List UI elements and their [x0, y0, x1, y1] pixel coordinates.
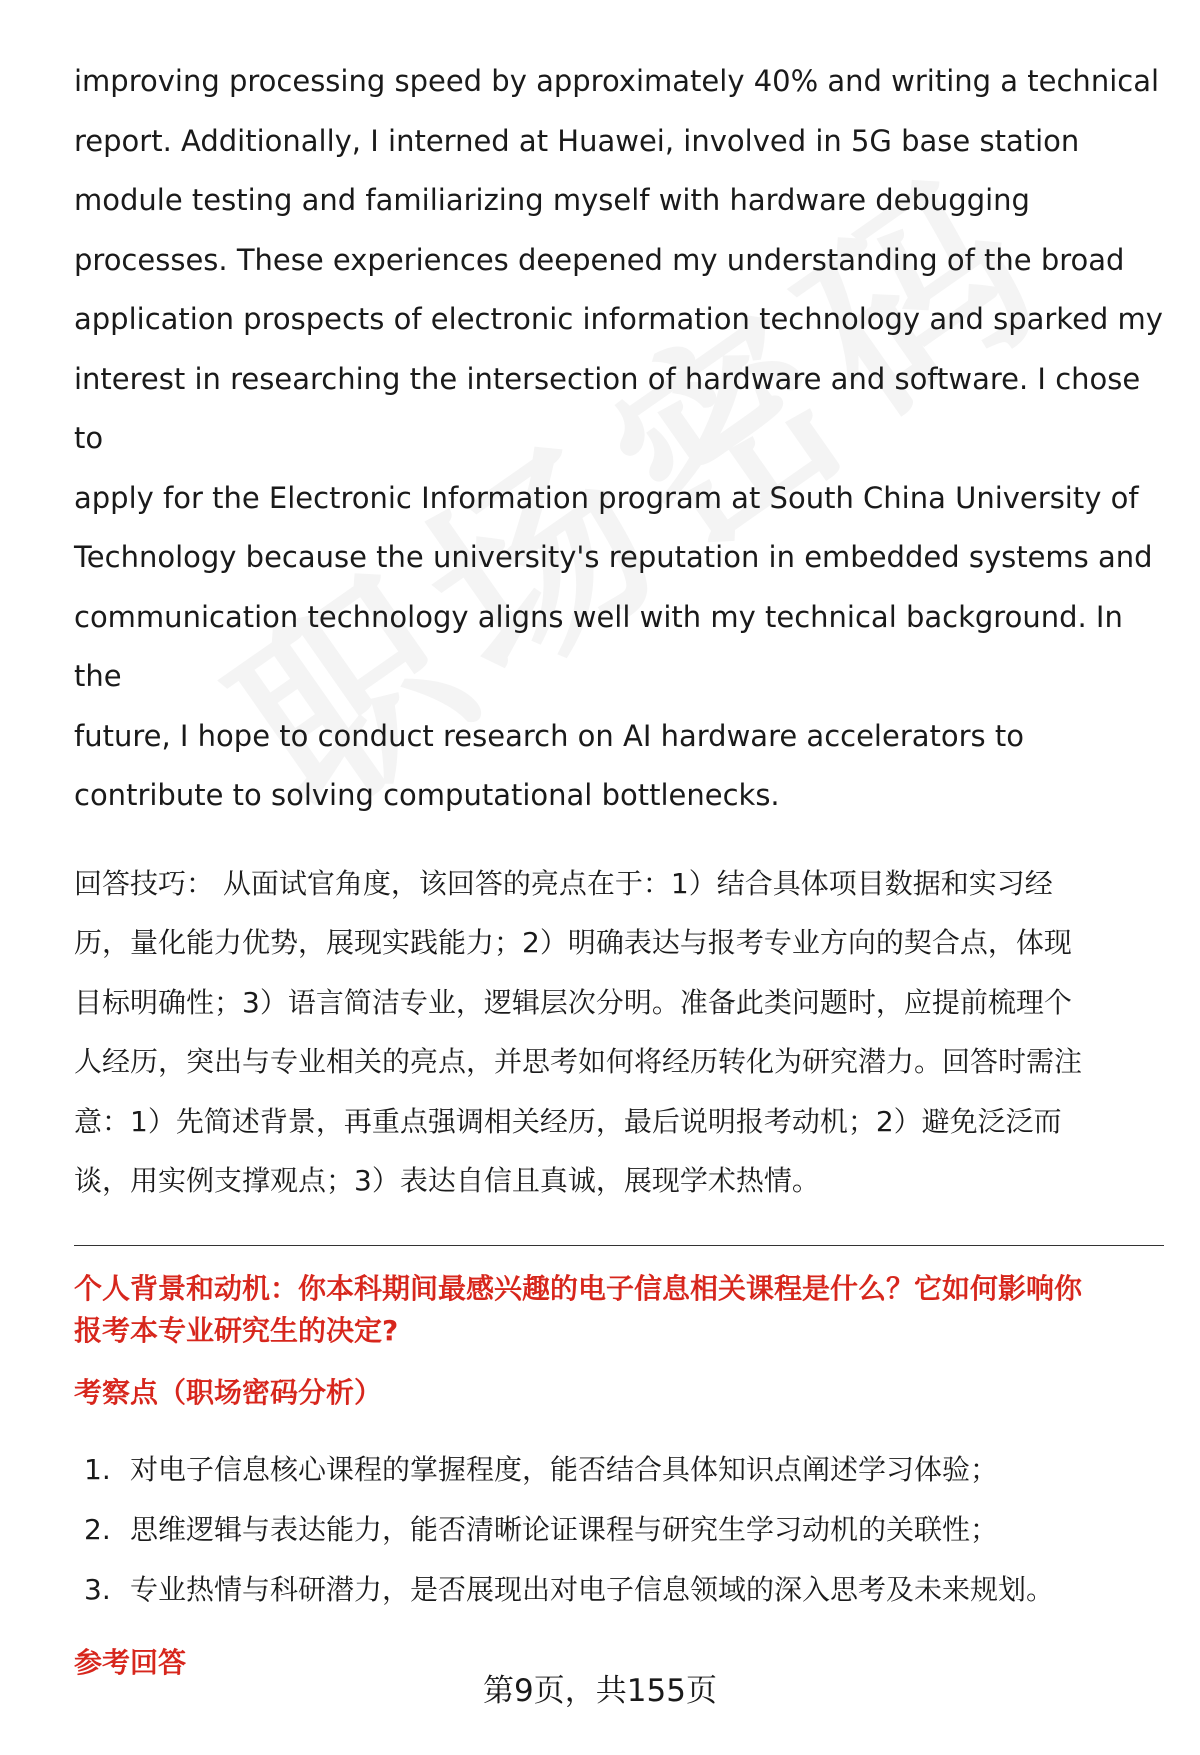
- text-line: 谈，用实例支撑观点；3）表达自信且真诚，展现学术热情。: [74, 1164, 820, 1197]
- text-line: apply for the Electronic Information program at South China University of: [74, 480, 1139, 515]
- question-heading: [74, 1268, 1164, 1352]
- assessment-title: 考察点（职场密码分析）: [74, 1375, 383, 1409]
- text-line: Technology because the university's reputation in embedded systems and: [74, 540, 1153, 574]
- list-item: [74, 1560, 1164, 1620]
- list-item-text: 思维逻辑与表达能力，能否清晰论证课程与研究生学习动机的关联性；: [130, 1512, 999, 1546]
- question-line: 报考本专业研究生的决定?: [74, 1313, 399, 1347]
- text-line: processes. These experiences deepened my understanding of the broad: [74, 242, 1125, 277]
- text-line: contribute to solving computational bottlenecks.: [74, 778, 780, 812]
- list-item: [74, 1440, 1164, 1500]
- section-divider: [74, 1245, 1164, 1246]
- page-content: [74, 52, 1164, 1684]
- text-line: improving processing speed by approximately 40% and writing a technical: [74, 64, 1160, 98]
- text-line: module testing and familiarizing myself with hardware debugging: [74, 183, 1030, 217]
- text-line: communication technology aligns well with my technical background. In the: [74, 599, 1123, 693]
- english-answer-paragraph: [74, 52, 1164, 826]
- list-item: [74, 1500, 1164, 1560]
- text-line: 人经历，突出与专业相关的亮点，并思考如何将经历转化为研究潜力。回答时需注: [74, 1045, 1083, 1078]
- page-footer: 第9页，共155页: [483, 1673, 717, 1709]
- list-item-text: 对电子信息核心课程的掌握程度，能否结合具体知识点阐述学习体验；: [130, 1452, 999, 1486]
- text-line: application prospects of electronic information technology and sparked my: [74, 302, 1163, 336]
- reference-answer-title: 参考回答: [74, 1645, 187, 1679]
- answer-tips-paragraph: [74, 854, 1164, 1211]
- text-line: report. Additionally, I interned at Huawei, involved in 5G base station: [74, 123, 1080, 158]
- text-line: interest in researching the intersection of hardware and software. I chose to: [74, 361, 1141, 455]
- text-line: 意：1）先简述背景，再重点强调相关经历，最后说明报考动机；2）避免泛泛而: [74, 1104, 1062, 1138]
- text-line: 历，量化能力优势，展现实践能力；2）明确表达与报考专业方向的契合点，体现: [74, 926, 1072, 959]
- list-item-text: 专业热情与科研潜力，是否展现出对电子信息领域的深入思考及未来规划。: [130, 1572, 1055, 1606]
- text-line: 回答技巧： 从面试官角度，该回答的亮点在于：1）结合具体项目数据和实习经: [74, 866, 1053, 900]
- assessment-list: [74, 1440, 1164, 1620]
- question-line: 个人背景和动机：你本科期间最感兴趣的电子信息相关课程是什么？它如何影响你: [74, 1271, 1083, 1305]
- list-item-number: 2.: [84, 1512, 111, 1546]
- text-line: 目标明确性；3）语言简洁专业，逻辑层次分明。准备此类问题时，应提前梳理个: [74, 985, 1072, 1019]
- text-line: future, I hope to conduct research on AI hardware accelerators to: [74, 718, 1024, 753]
- list-item-number: 1.: [84, 1452, 111, 1486]
- list-item-number: 3.: [84, 1572, 111, 1606]
